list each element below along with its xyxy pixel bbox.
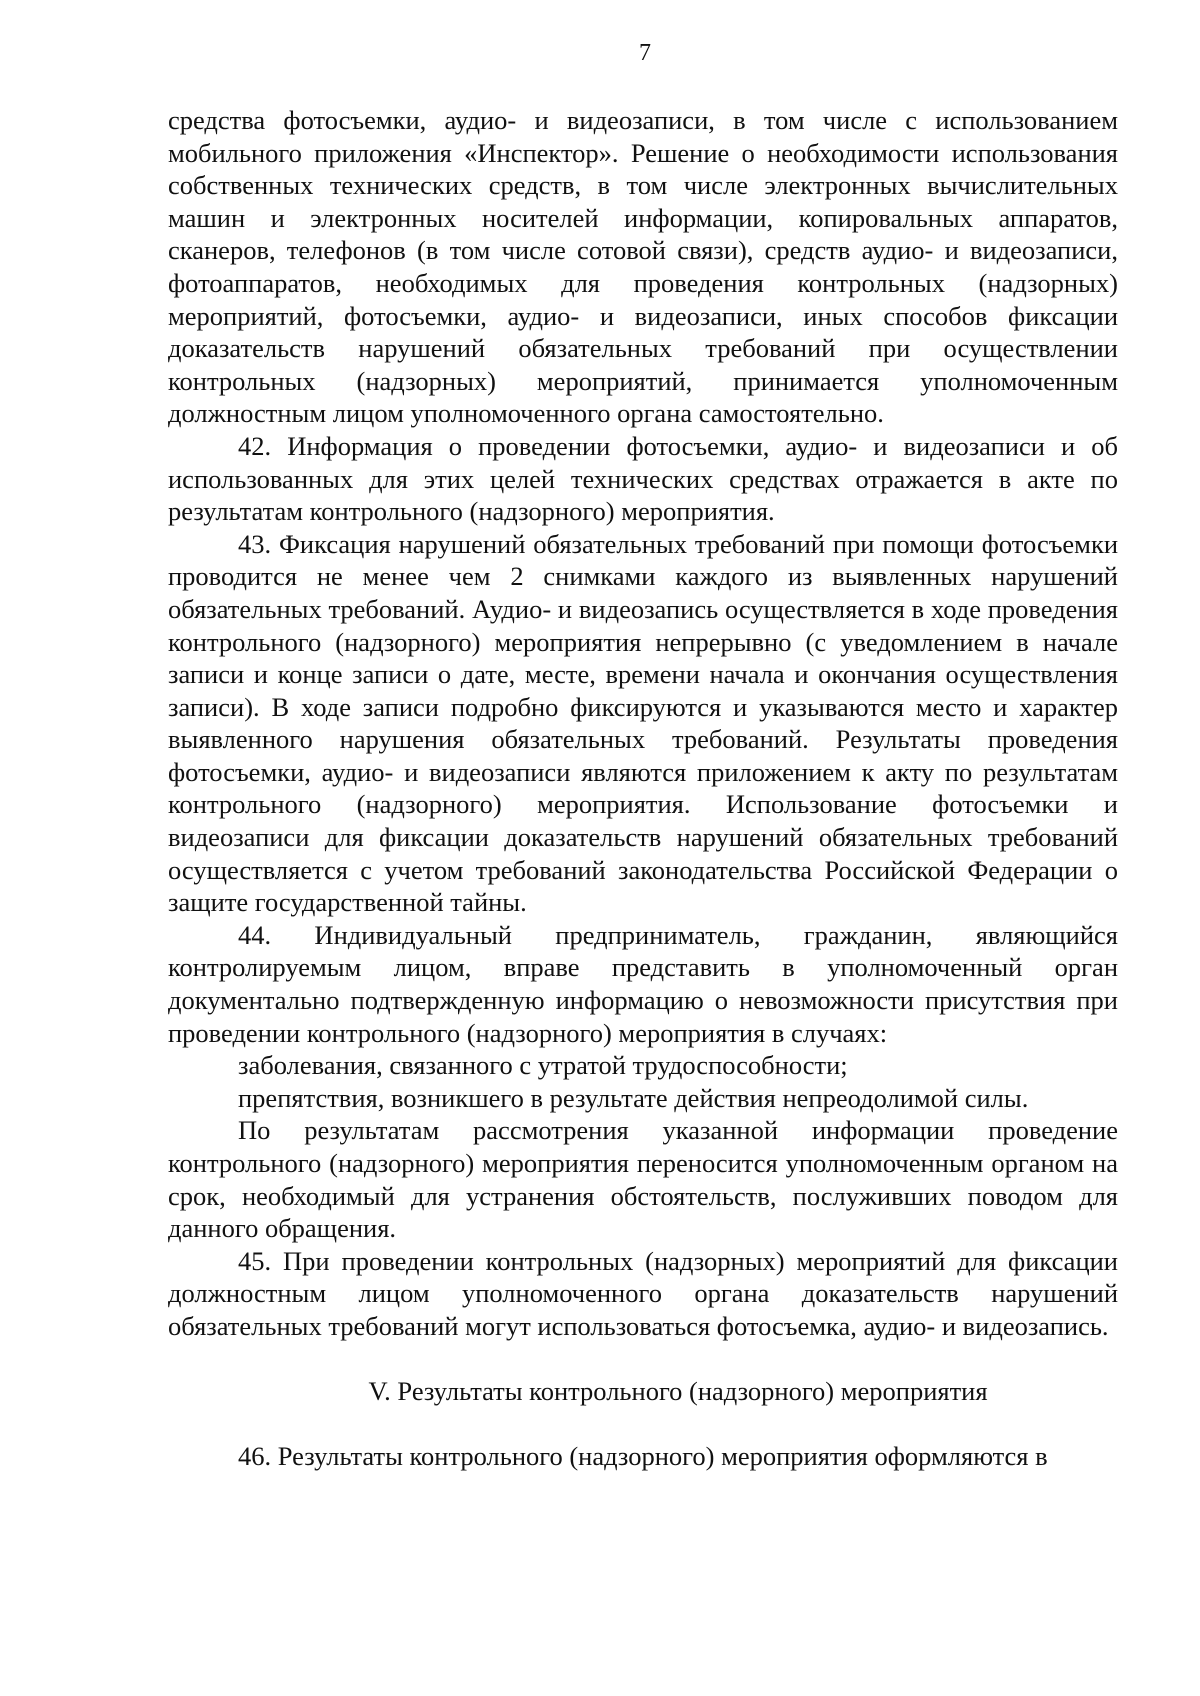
page-number: 7 <box>639 40 651 66</box>
paragraph-44-case-force-majeure: препятствия, возникшего в результате действия непреодолимой силы. <box>238 1082 1029 1113</box>
section-heading: V. Результаты контрольного (надзорного) мероприятия <box>368 1375 988 1406</box>
paragraph-continuation: средства фотосъемки, аудио- и видеозаписи, в том числе с использованием мобильного приложения «Инспектор». Решение о необходимости использования собственных технических средств, в том числе электронных вычислительных машин и электронных носителей информации, копировальных аппаратов, сканеров, телефонов (в том числе сотовой связи), средств аудио- и видеозаписи, фотоаппаратов, необходимых для проведения контрольных (надзорных) мероприятий, фотосъемки, аудио- и видеозаписи, иных способов фиксации доказательств нарушений обязательных требований при осуществлении контрольных (надзорных) мероприятий, принимается уполномоченным должностным лицом уполномоченного органа самостоятельно. <box>168 105 1118 429</box>
paragraph-46: 46. Результаты контрольного (надзорного) мероприятия оформляются в <box>238 1441 1048 1472</box>
spacer <box>168 1343 1118 1375</box>
body-text <box>168 104 1118 1473</box>
paragraph-45: 45. При проведении контрольных (надзорных) мероприятий для фиксации должностным лицом уполномоченного органа доказательств нарушений обязательных требований могут использоваться фотосъемка, аудио- и видеозапись. <box>168 1245 1118 1341</box>
paragraph-44-case-illness: заболевания, связанного с утратой трудоспособности; <box>238 1050 848 1081</box>
spacer <box>168 1407 1118 1440</box>
paragraph-44-postponement: По результатам рассмотрения указанной информации проведение контрольного (надзорного) мероприятия переносится уполномоченным органом на срок, необходимый для устранения обстоятельств, послуживших поводом для данного обращения. <box>168 1115 1118 1244</box>
paragraph-43: 43. Фиксация нарушений обязательных требований при помощи фотосъемки проводится не менее чем 2 снимками каждого из выявленных нарушений обязательных требований. Аудио- и видеозапись осуществляется в ходе проведения контрольного (надзорного) мероприятия непрерывно (с уведомлением в начале записи и конце записи о дате, месте, времени начала и окончания осуществления записи). В ходе записи подробно фиксируются и указываются место и характер выявленного нарушения обязательных требований. Результаты проведения фотосъемки, аудио- и видеозаписи являются приложением к акту по результатам контрольного (надзорного) мероприятия. Использование фотосъемки и видеозаписи для фиксации доказательств нарушений обязательных требований осуществляется с учетом требований законодательства Российской Федерации о защите государственной тайны. <box>168 528 1118 918</box>
paragraph-44: 44. Индивидуальный предприниматель, гражданин, являющийся контролируемым лицом, вправе представить в уполномоченный орган документально подтвержденную информацию о невозможности присутствия при проведении контрольного (надзорного) мероприятия в случаях: <box>168 919 1118 1048</box>
paragraph-42: 42. Информация о проведении фотосъемки, аудио- и видеозаписи и об использованных для этих целей технических средствах отражается в акте по результатам контрольного (надзорного) мероприятия. <box>168 430 1118 527</box>
